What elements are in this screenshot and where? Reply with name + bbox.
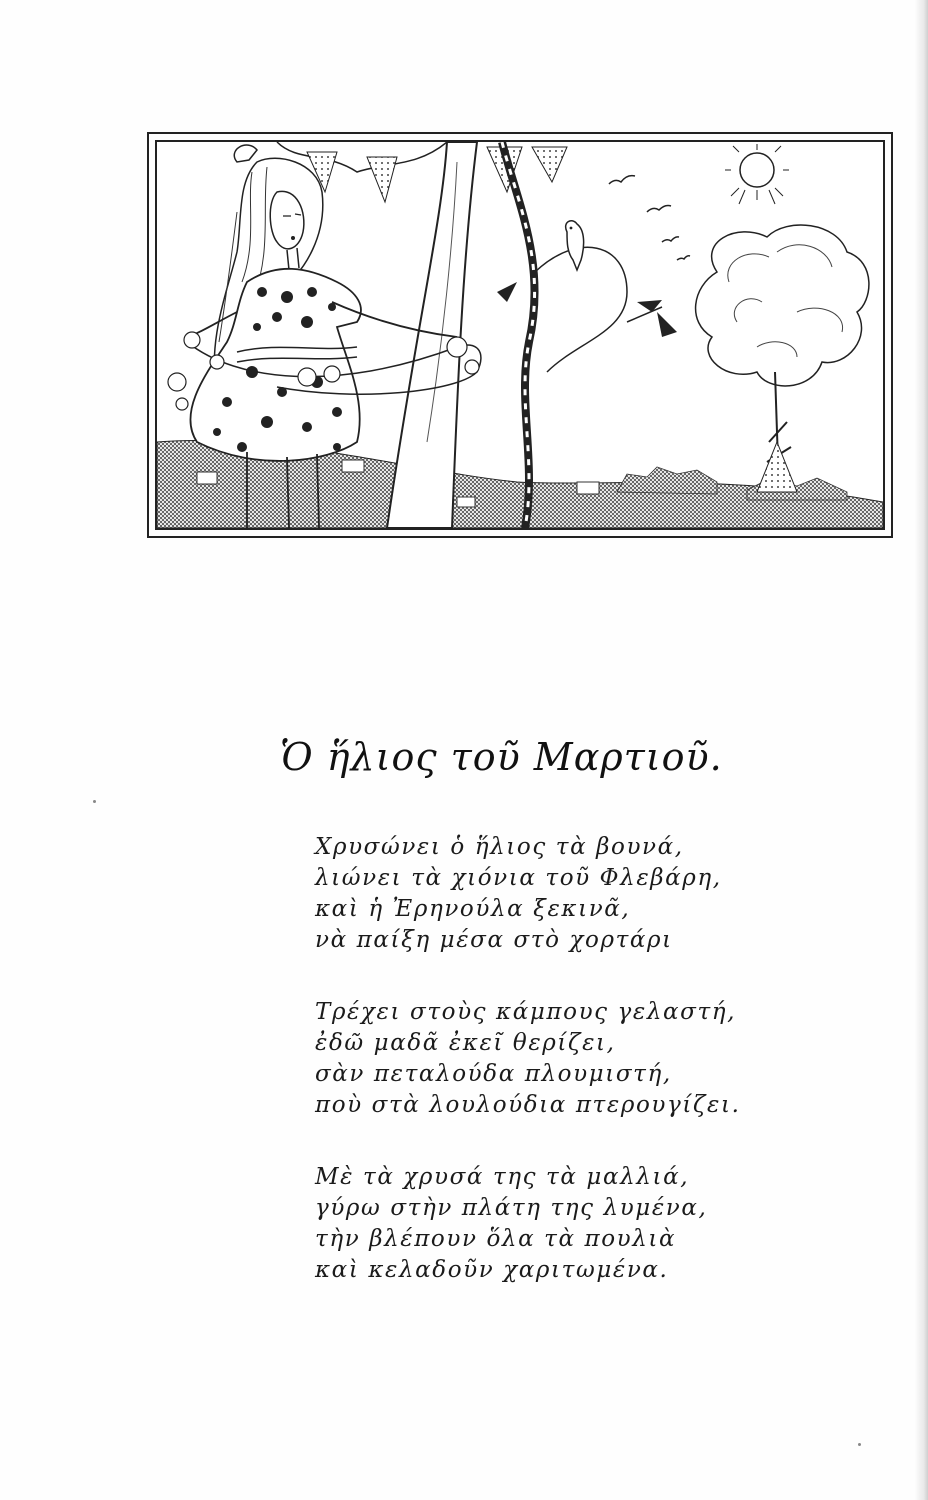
blossoming-tree-icon xyxy=(696,225,869,492)
poem-line: καὶ ἡ Ἐρηνούλα ξεκινᾶ, xyxy=(315,896,631,922)
birds-in-flight-icon xyxy=(609,176,690,260)
poem-line: ποὺ στὰ λουλούδια πτερουγίζει. xyxy=(315,1092,741,1118)
poem-line: λιώνει τὰ χιόνια τοῦ Φλεβάρη, xyxy=(315,865,722,891)
paper-speck xyxy=(858,1443,861,1446)
poem-line: γύρω στὴν πλάτη της λυμένα, xyxy=(315,1195,708,1221)
poem-line: τὴν βλέπουν ὅλα τὰ πουλιὰ xyxy=(315,1226,677,1252)
poem-line: ἐδῶ μαδᾶ ἐκεῖ θερίζει, xyxy=(315,1030,616,1056)
stanza-2 xyxy=(315,997,795,1121)
illustration xyxy=(155,140,885,530)
paper-speck xyxy=(93,800,96,803)
poem-line: νὰ παίξη μέσα στὸ χορτάρι xyxy=(315,927,673,953)
poem-line: Χρυσώνει ὁ ἥλιος τὰ βουνά, xyxy=(315,834,684,860)
poem-line: καὶ κελαδοῦν χαριτωμένα. xyxy=(315,1257,669,1283)
poem-line: σὰν πεταλούδα πλουμιστή, xyxy=(315,1061,672,1087)
bird-icon xyxy=(566,221,584,270)
stanza-3 xyxy=(315,1162,795,1286)
vine-icon xyxy=(497,142,677,528)
tree-icon xyxy=(387,142,477,528)
illustration-drawing xyxy=(157,142,883,528)
poem-body xyxy=(315,832,795,1327)
poem-line: Τρέχει στοὺς κάμπους γελαστή, xyxy=(315,999,737,1025)
page-edge xyxy=(914,0,928,1500)
stanza-1 xyxy=(315,832,795,956)
poem-line: Μὲ τὰ χρυσά της τὰ μαλλιά, xyxy=(315,1164,690,1190)
poem-title: Ὁ ἥλιος τοῦ Μαρτιοῦ. xyxy=(280,735,723,779)
sun-icon xyxy=(725,144,789,204)
illustration-frame xyxy=(147,132,893,538)
